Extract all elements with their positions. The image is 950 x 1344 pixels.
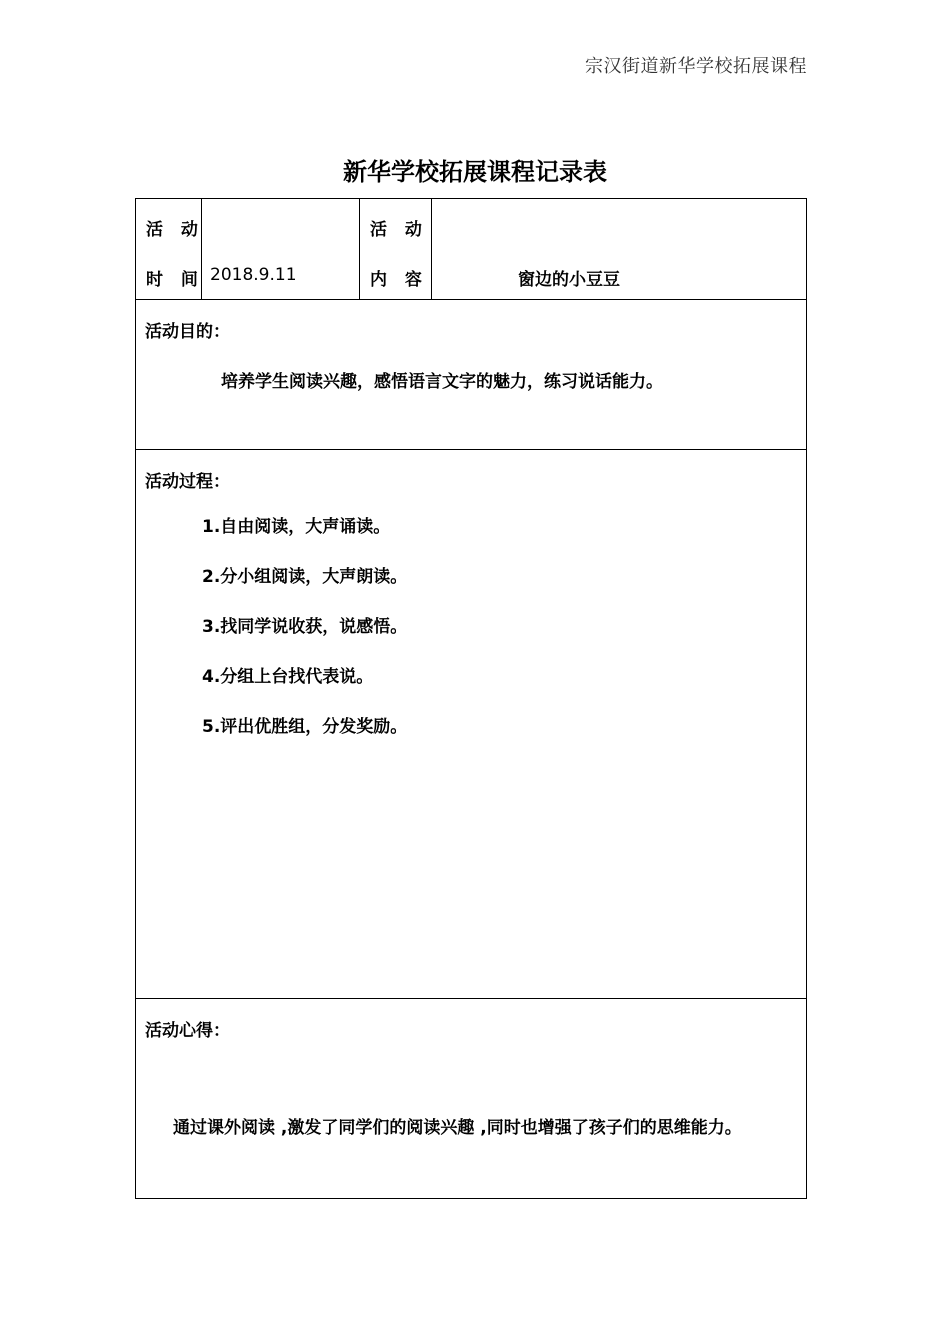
process-cell: [136, 450, 807, 999]
content-label-line1: 活 动: [370, 220, 428, 240]
time-label-cell: [136, 199, 202, 300]
info-row: [136, 199, 807, 300]
process-label: 活动过程：: [145, 472, 230, 492]
document-title: 新华学校拓展课程记录表: [343, 158, 607, 186]
time-label-line2: 时 间: [146, 270, 204, 290]
process-steps-list: [202, 517, 407, 767]
process-step: 2.分小组阅读，大声朗读。: [202, 567, 408, 587]
purpose-label: 活动目的：: [145, 322, 230, 342]
process-step: 1.自由阅读，大声诵读。: [202, 517, 391, 537]
page-header: 宗汉街道新华学校拓展课程: [585, 56, 807, 77]
process-step: 3.找同学说收获，说感悟。: [202, 617, 408, 637]
purpose-text: 培养学生阅读兴趣，感悟语言文字的魅力，练习说话能力。: [221, 372, 663, 392]
reflection-label: 活动心得：: [145, 1021, 230, 1041]
purpose-cell: [136, 300, 807, 450]
content-label-line2: 内 容: [370, 270, 428, 290]
time-value-cell: [202, 199, 360, 300]
record-table: [135, 198, 807, 1199]
activity-date: 2018.9.11: [210, 265, 297, 285]
reflection-row: [136, 999, 807, 1199]
content-value-cell: [432, 199, 807, 300]
content-label-cell: [360, 199, 432, 300]
reflection-cell: [136, 999, 807, 1199]
activity-content: 窗边的小豆豆: [518, 270, 620, 290]
process-step: 4.分组上台找代表说。: [202, 667, 374, 687]
time-label-line1: 活 动: [146, 220, 204, 240]
reflection-text: 通过课外阅读 ,激发了同学们的阅读兴趣 ,同时也增强了孩子们的思维能力。: [173, 1118, 742, 1138]
purpose-row: [136, 300, 807, 450]
process-row: [136, 450, 807, 999]
process-step: 5.评出优胜组，分发奖励。: [202, 717, 408, 737]
